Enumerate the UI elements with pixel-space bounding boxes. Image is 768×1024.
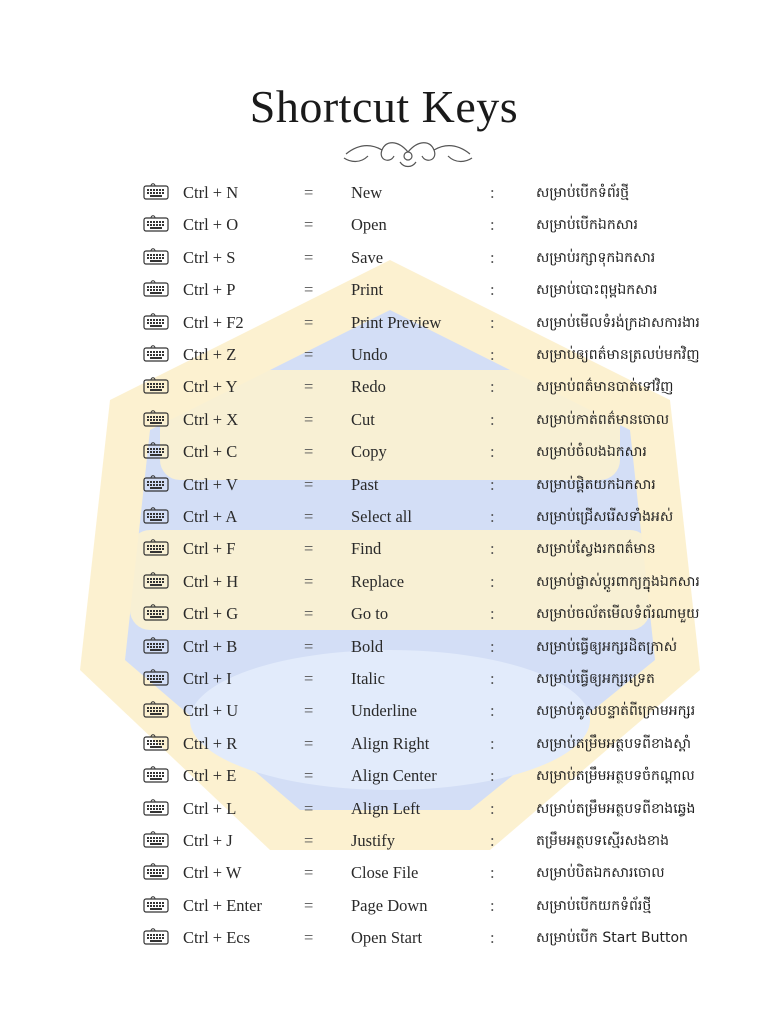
list-item xyxy=(0,501,768,533)
shortcut-key: Ctrl + O xyxy=(183,215,239,235)
equals-sign: = xyxy=(304,247,314,267)
keyboard-icon xyxy=(143,669,169,687)
equals-sign: = xyxy=(304,831,314,850)
colon-separator: : xyxy=(490,831,495,850)
keyboard-icon xyxy=(143,313,169,331)
equals-sign: = xyxy=(304,733,314,753)
command-name: Undo xyxy=(351,345,388,364)
list-item xyxy=(0,371,768,403)
command-name: Italic xyxy=(351,669,385,688)
keyboard-icon xyxy=(143,604,169,622)
colon-separator: : xyxy=(490,215,495,235)
command-name: Page Down xyxy=(351,895,428,915)
list-item xyxy=(0,760,768,792)
list-item xyxy=(0,728,768,760)
colon-separator: : xyxy=(490,798,495,818)
command-name: Align Right xyxy=(351,733,430,753)
khmer-description: សម្រាប់ឲ្យពត៌មានត្រលប់មកវិញ xyxy=(536,347,700,363)
list-item xyxy=(0,177,768,209)
equals-sign: = xyxy=(304,895,314,915)
command-name: Open Start xyxy=(351,928,423,948)
equals-sign: = xyxy=(304,507,314,526)
shortcut-key: Ctrl + G xyxy=(183,604,239,624)
khmer-description: សម្រាប់បើកយកទំព័រថ្មី xyxy=(536,897,652,914)
list-item xyxy=(0,695,768,727)
equals-sign: = xyxy=(304,701,314,721)
shortcut-key: Ctrl + A xyxy=(183,507,238,526)
khmer-description: សម្រាប់ពត៌មានបាត់ទៅវិញ xyxy=(536,379,674,396)
colon-separator: : xyxy=(490,636,495,656)
command-name: Save xyxy=(351,247,384,267)
keyboard-icon xyxy=(143,928,169,946)
shortcut-key: Ctrl + P xyxy=(183,280,236,300)
colon-separator: : xyxy=(490,247,495,267)
shortcut-key: Ctrl + Ecs xyxy=(183,928,251,948)
list-item xyxy=(0,825,768,857)
colon-separator: : xyxy=(490,507,495,526)
colon-separator: : xyxy=(490,863,495,883)
khmer-description: សម្រាប់ចល័តមើលទំព័រណាមួយ xyxy=(536,606,700,623)
khmer-description: សម្រាប់បើក Start Button xyxy=(536,930,688,947)
shortcut-key: Ctrl + Y xyxy=(183,377,238,397)
list-item xyxy=(0,857,768,889)
keyboard-icon xyxy=(143,507,169,525)
khmer-description: សម្រាប់បិតឯកសារចោល xyxy=(536,865,665,882)
keyboard-icon xyxy=(143,183,169,201)
shortcut-key: Ctrl + Z xyxy=(183,345,237,364)
colon-separator: : xyxy=(490,409,495,429)
equals-sign: = xyxy=(304,928,314,948)
colon-separator: : xyxy=(490,766,495,786)
list-item xyxy=(0,566,768,598)
command-name: Align Left xyxy=(351,798,421,818)
colon-separator: : xyxy=(490,571,495,591)
keyboard-icon xyxy=(143,215,169,233)
equals-sign: = xyxy=(304,766,314,786)
shortcut-key: Ctrl + N xyxy=(183,183,239,202)
keyboard-icon xyxy=(143,896,169,914)
shortcut-key: Ctrl + I xyxy=(183,669,232,688)
keyboard-icon xyxy=(143,572,169,590)
equals-sign: = xyxy=(304,280,314,300)
equals-sign: = xyxy=(304,539,314,559)
colon-separator: : xyxy=(490,895,495,915)
page-title: Shortcut Keys xyxy=(249,81,519,132)
shortcut-key: Ctrl + H xyxy=(183,571,239,591)
khmer-description: សម្រាប់ស្វែងរកពត៌មាន xyxy=(536,541,656,558)
khmer-description: សម្រាប់បើកទំព័រថ្មី xyxy=(536,185,630,201)
khmer-description: សម្រាប់តម្រឹមអត្ថបទចំកណ្តាល xyxy=(536,768,695,785)
colon-separator: : xyxy=(490,474,495,494)
command-name: Print Preview xyxy=(351,312,442,332)
khmer-description: តម្រឹមអត្ថបទស្មើរសងខាង xyxy=(536,833,670,849)
equals-sign: = xyxy=(304,604,314,624)
command-name: Close File xyxy=(351,863,419,883)
command-name: Past xyxy=(351,474,379,494)
command-name: Replace xyxy=(351,571,405,591)
colon-separator: : xyxy=(490,345,495,364)
shortcut-key: Ctrl + X xyxy=(183,409,239,429)
keyboard-icon xyxy=(143,831,169,849)
keyboard-icon xyxy=(143,377,169,395)
keyboard-icon xyxy=(143,442,169,460)
list-item xyxy=(0,533,768,565)
colon-separator: : xyxy=(490,928,495,948)
khmer-description: សម្រាប់ធ្វើឲ្យអក្សរទ្រេត xyxy=(536,671,655,687)
list-item xyxy=(0,339,768,371)
list-item xyxy=(0,209,768,241)
khmer-description: សម្រាប់ចំលងឯកសារ xyxy=(536,444,647,461)
keyboard-icon xyxy=(143,345,169,363)
command-name: Select all xyxy=(351,507,412,526)
command-name: Find xyxy=(351,539,382,559)
command-name: Align Center xyxy=(351,766,437,786)
command-name: Cut xyxy=(351,409,375,429)
shortcut-key: Ctrl + U xyxy=(183,701,239,721)
equals-sign: = xyxy=(304,798,314,818)
khmer-description: សម្រាប់គូសបន្ទាត់ពីក្រោមអក្សរ xyxy=(536,703,696,720)
keyboard-icon xyxy=(143,734,169,752)
command-name: Underline xyxy=(351,701,417,721)
command-name: Bold xyxy=(351,636,384,656)
equals-sign: = xyxy=(304,474,314,494)
shortcut-key: Ctrl + F2 xyxy=(183,312,244,332)
equals-sign: = xyxy=(304,215,314,235)
list-item xyxy=(0,242,768,274)
colon-separator: : xyxy=(490,442,495,462)
colon-separator: : xyxy=(490,280,495,300)
khmer-description: សម្រាប់រក្សាទុកឯកសារ xyxy=(536,249,656,266)
command-name: Copy xyxy=(351,442,387,462)
equals-sign: = xyxy=(304,442,314,462)
shortcut-key: Ctrl + F xyxy=(183,539,236,559)
equals-sign: = xyxy=(304,377,314,397)
list-item xyxy=(0,436,768,468)
colon-separator: : xyxy=(490,701,495,721)
list-item xyxy=(0,922,768,954)
list-item xyxy=(0,890,768,922)
list-item xyxy=(0,793,768,825)
command-name: New xyxy=(351,183,383,202)
keyboard-icon xyxy=(143,766,169,784)
khmer-description: សម្រាប់បោះពុម្ពឯកសារ xyxy=(536,282,658,299)
equals-sign: = xyxy=(304,863,314,883)
list-item xyxy=(0,307,768,339)
colon-separator: : xyxy=(490,669,495,688)
equals-sign: = xyxy=(304,571,314,591)
command-name: Redo xyxy=(351,377,386,397)
khmer-description: សម្រាប់តម្រឹមអត្ថបទពីខាងស្តាំ xyxy=(536,735,691,752)
equals-sign: = xyxy=(304,312,314,332)
keyboard-icon xyxy=(143,410,169,428)
list-item xyxy=(0,598,768,630)
khmer-description: សម្រាប់មើលទំរង់ក្រដាសការងារ xyxy=(536,314,700,331)
khmer-description: សម្រាប់កាត់ពត៌មានចោល xyxy=(536,411,670,428)
shortcut-key: Ctrl + J xyxy=(183,831,233,850)
shortcut-key: Ctrl + V xyxy=(183,474,238,494)
keyboard-icon xyxy=(143,475,169,493)
khmer-description: សម្រាប់ផ្តិតយកឯកសារ xyxy=(536,476,656,493)
colon-separator: : xyxy=(490,183,495,202)
command-name: Open xyxy=(351,215,387,235)
list-item xyxy=(0,663,768,695)
khmer-description: សម្រាប់តម្រឹមអត្ថបទពីខាងឆ្វេង xyxy=(536,800,696,817)
equals-sign: = xyxy=(304,636,314,656)
equals-sign: = xyxy=(304,345,314,364)
keyboard-icon xyxy=(143,539,169,557)
shortcut-key: Ctrl + S xyxy=(183,247,236,267)
colon-separator: : xyxy=(490,312,495,332)
command-name: Go to xyxy=(351,604,389,624)
khmer-description: សម្រាប់បើកឯកសារ xyxy=(536,217,638,234)
keyboard-icon xyxy=(143,701,169,719)
list-item xyxy=(0,631,768,663)
shortcut-key: Ctrl + R xyxy=(183,733,238,753)
shortcut-key: Ctrl + L xyxy=(183,798,237,818)
list-item xyxy=(0,404,768,436)
shortcut-key: Ctrl + B xyxy=(183,636,238,656)
colon-separator: : xyxy=(490,733,495,753)
equals-sign: = xyxy=(304,669,314,688)
colon-separator: : xyxy=(490,539,495,559)
khmer-description: សម្រាប់ធ្វើឲ្យអក្សរដិតក្រាស់ xyxy=(536,638,678,655)
command-name: Print xyxy=(351,280,384,300)
list-item xyxy=(0,469,768,501)
list-item xyxy=(0,274,768,306)
keyboard-icon xyxy=(143,637,169,655)
equals-sign: = xyxy=(304,409,314,429)
keyboard-icon xyxy=(143,280,169,298)
flourish-ornament-icon xyxy=(338,132,478,172)
khmer-description: សម្រាប់ផ្លាស់ប្តូរពាក្យក្នុងឯកសារ xyxy=(536,573,700,590)
keyboard-icon xyxy=(143,248,169,266)
keyboard-icon xyxy=(143,799,169,817)
shortcut-key: Ctrl + Enter xyxy=(183,895,262,915)
keyboard-icon xyxy=(143,863,169,881)
command-name: Justify xyxy=(351,831,396,850)
khmer-description: សម្រាប់ជ្រើសរើសទាំងអស់ xyxy=(536,509,674,525)
shortcut-key: Ctrl + E xyxy=(183,766,237,786)
colon-separator: : xyxy=(490,377,495,397)
colon-separator: : xyxy=(490,604,495,624)
shortcut-key: Ctrl + W xyxy=(183,863,242,883)
equals-sign: = xyxy=(304,183,314,202)
shortcut-key: Ctrl + C xyxy=(183,442,238,462)
